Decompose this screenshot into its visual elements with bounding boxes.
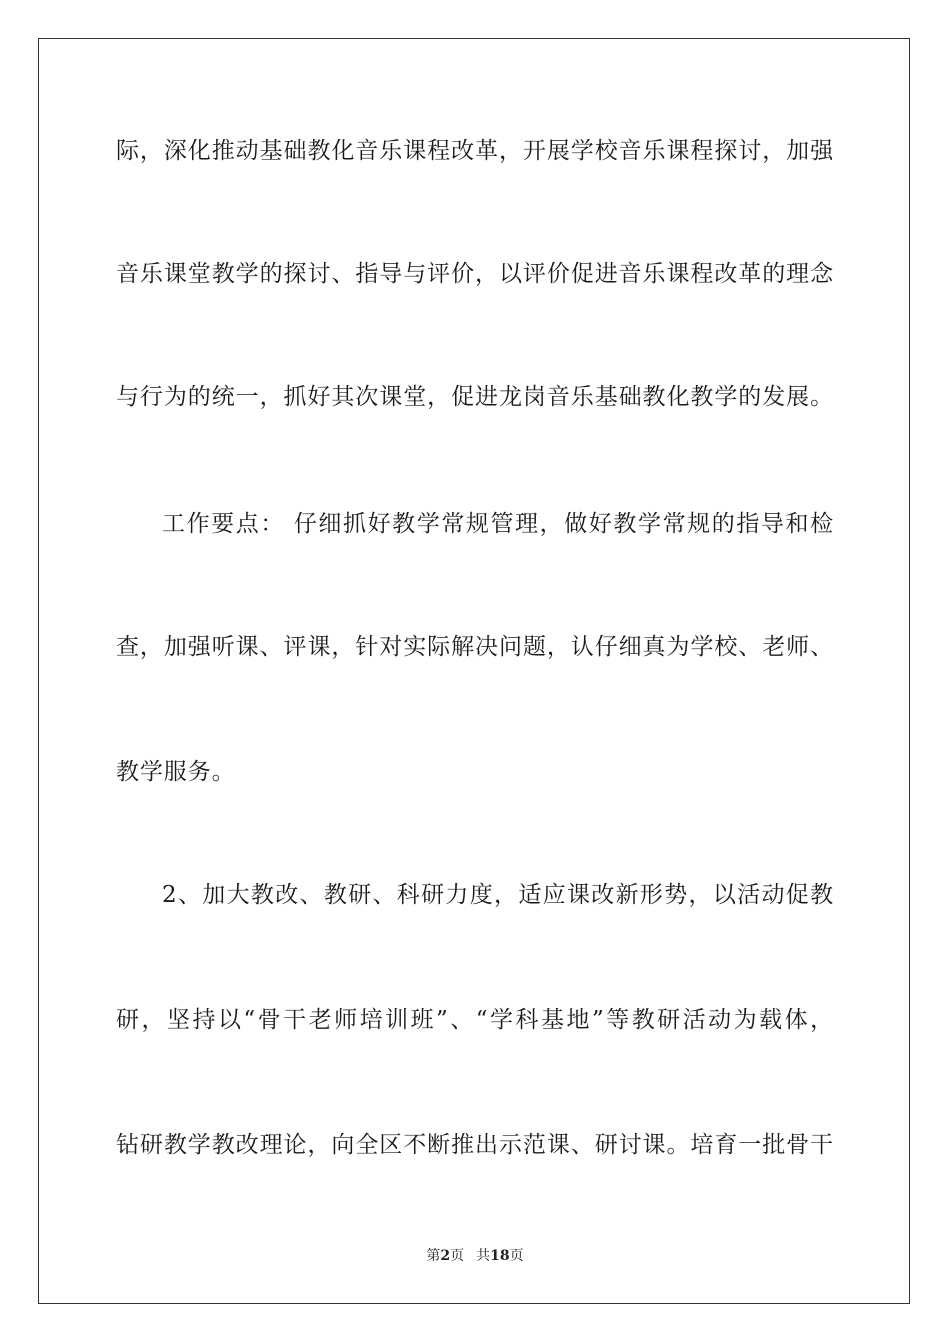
body-text-line: 查，加强听课、评课，针对实际解决问题，认仔细真为学校、老师、 bbox=[116, 634, 834, 660]
body-text-line: 钻研教学教改理论，向全区不断推出示范课、研讨课。培育一批骨干 bbox=[116, 1132, 834, 1158]
body-text-line: 研，坚持以“骨干老师培训班”、“学科基地”等教研活动为载体， bbox=[116, 1007, 834, 1033]
page-footer bbox=[0, 1246, 950, 1266]
body-text-line: 音乐课堂教学的探讨、指导与评价，以评价促进音乐课程改革的理念 bbox=[116, 261, 834, 287]
paragraph-first-line: 2、加大教改、教研、科研力度，适应课改新形势，以活动促教 bbox=[162, 882, 834, 908]
paragraph-last-line: 教学服务。 bbox=[116, 759, 236, 785]
page-number-label: 第2页 bbox=[426, 1248, 465, 1264]
total-pages-label: 共18页 bbox=[476, 1248, 524, 1264]
body-text-line: 与行为的统一，抓好其次课堂，促进龙岗音乐基础教化教学的发展。 bbox=[116, 384, 834, 410]
paragraph-first-line: 工作要点： 仔细抓好教学常规管理，做好教学常规的指导和检 bbox=[162, 511, 834, 537]
page-border bbox=[38, 38, 910, 1304]
body-text-line: 际，深化推动基础教化音乐课程改革，开展学校音乐课程探讨，加强 bbox=[116, 138, 834, 164]
